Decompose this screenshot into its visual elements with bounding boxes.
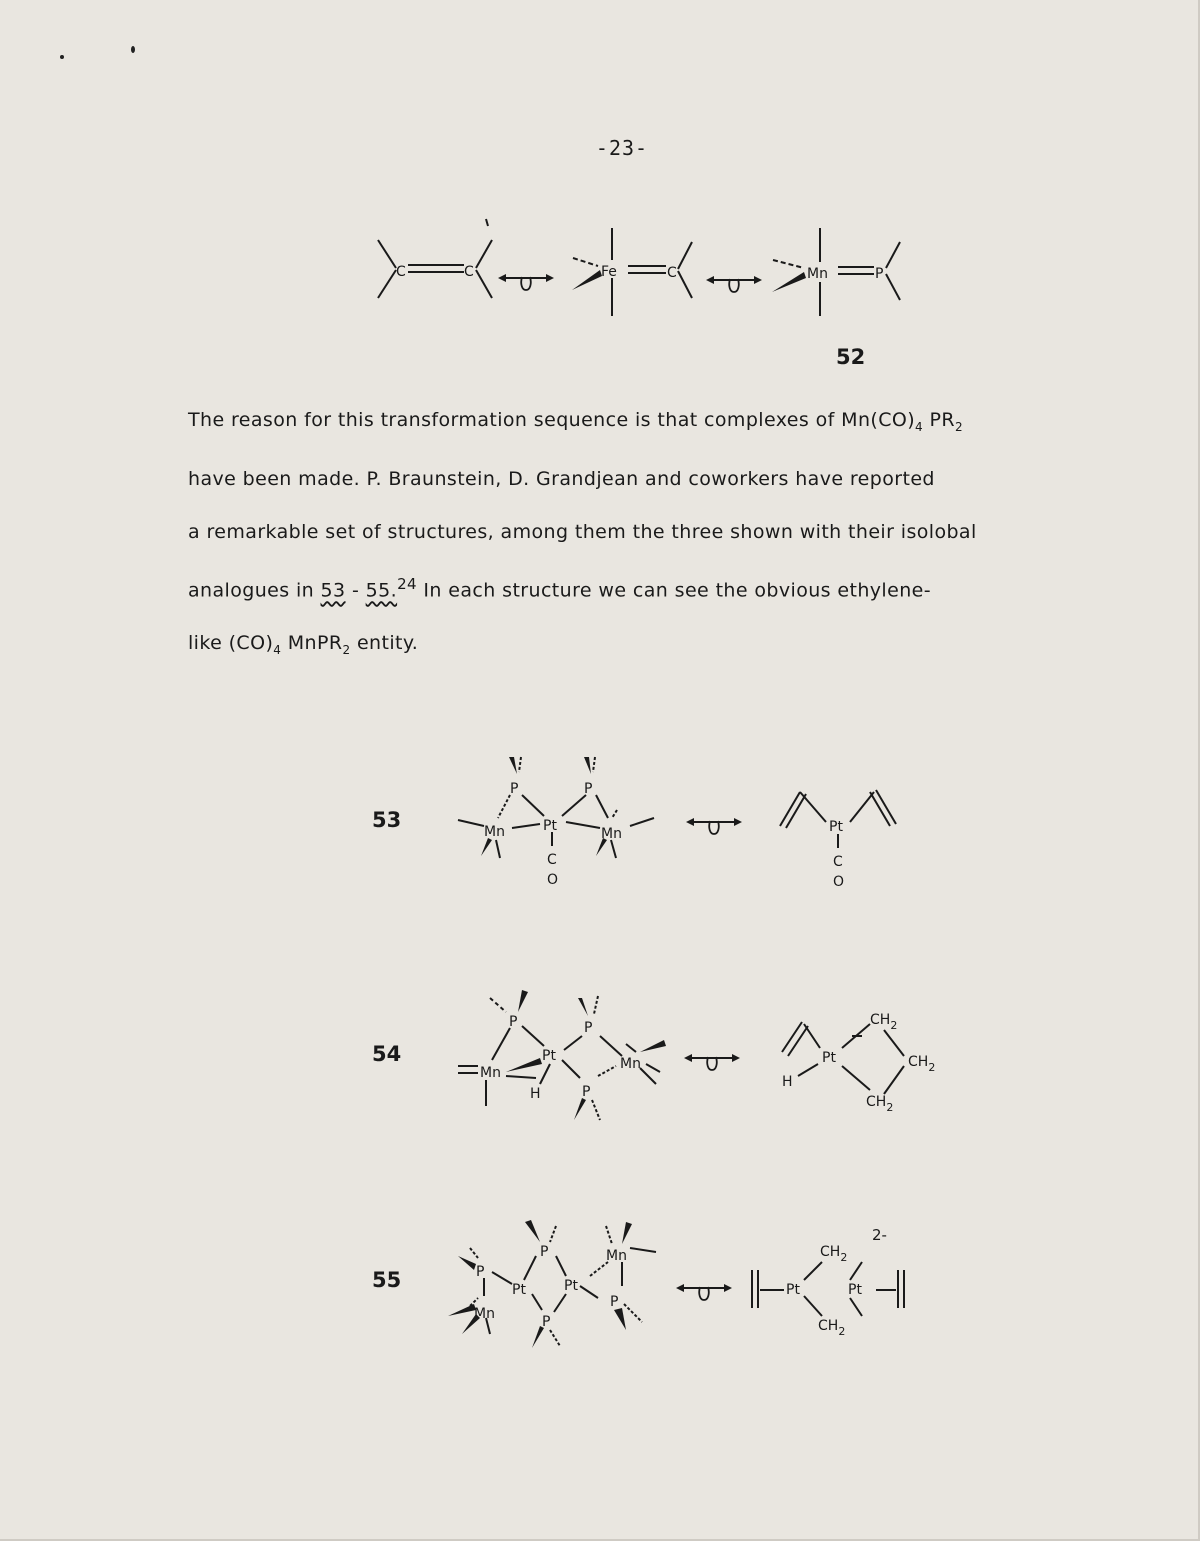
paragraph-line: like $(CO)_4$ MnPR$_2$ entity. <box>188 632 419 657</box>
atom-ch2: $CH_2$ <box>820 1244 848 1264</box>
compound-label-52: 52 <box>836 345 866 369</box>
structure-55-analogue <box>752 1262 904 1316</box>
atom-h: H <box>530 1086 541 1102</box>
atom-pt: Pt <box>848 1282 862 1298</box>
atom-mn: Mn <box>601 826 622 842</box>
atom-ch2: $CH_2$ <box>866 1094 894 1114</box>
atom-p: P <box>582 1084 591 1100</box>
atom-p: P <box>510 781 519 797</box>
atom-p: P <box>476 1264 485 1280</box>
atom-p: P <box>875 266 884 282</box>
atom-p: P <box>542 1314 551 1330</box>
atom-c: C <box>547 852 557 868</box>
citation-superscript: 24 <box>397 575 417 594</box>
atom-pt: Pt <box>512 1282 526 1298</box>
compound-label-54: 54 <box>372 1042 402 1066</box>
atom-c: C <box>667 265 677 281</box>
charge-label: 2- <box>872 1226 887 1244</box>
atom-mn: Mn <box>606 1248 627 1264</box>
atom-ch2: $CH_2$ <box>818 1318 846 1338</box>
atom-pt: Pt <box>564 1278 578 1294</box>
atom-ch2: $CH_2$ <box>870 1012 898 1032</box>
atom-pt: Pt <box>542 1048 556 1064</box>
isolobal-arrow <box>686 818 742 834</box>
atom-mn: Mn <box>484 824 505 840</box>
structure-54-analogue <box>782 1022 904 1094</box>
atom-c: C <box>464 264 474 280</box>
isolobal-arrow <box>684 1054 740 1070</box>
atom-pt: Pt <box>786 1282 800 1298</box>
atom-p: P <box>610 1294 619 1310</box>
isolobal-arrow <box>676 1284 732 1300</box>
atom-pt: Pt <box>829 819 843 835</box>
page-number: -23- <box>595 136 649 160</box>
atom-pt: Pt <box>822 1050 836 1066</box>
atom-mn: Mn <box>474 1306 495 1322</box>
compound-reference: 53 <box>320 579 346 602</box>
atom-c: C <box>396 264 406 280</box>
atom-o: O <box>547 872 559 888</box>
atom-mn: Mn <box>480 1065 501 1081</box>
structure-55-complex <box>448 1220 656 1348</box>
structure-54-complex <box>458 990 666 1120</box>
isolobal-arrow <box>498 274 554 290</box>
atom-p: P <box>584 1020 593 1036</box>
atom-p: P <box>540 1244 549 1260</box>
paragraph-line: a remarkable set of structures, among them the three shown with their isolobal <box>188 520 977 543</box>
atom-p: P <box>584 781 593 797</box>
atom-mn: Mn <box>807 266 828 282</box>
structure-53-complex <box>458 757 654 858</box>
compound-label-55: 55 <box>372 1268 402 1292</box>
paragraph-line: have been made. P. Braunstein, D. Grandjean and coworkers have reported <box>188 468 935 491</box>
atom-o: O <box>833 874 845 890</box>
compound-label-53: 53 <box>372 808 402 832</box>
paragraph-line: The reason for this transformation sequence is that complexes of $Mn(CO)_4$ $PR_2$ <box>188 409 964 434</box>
atom-fe: Fe <box>601 264 617 280</box>
body-paragraph <box>188 394 1128 676</box>
atom-c: C <box>833 854 843 870</box>
atom-p: P <box>509 1014 518 1030</box>
atom-h: H <box>782 1074 793 1090</box>
paragraph-line: analogues in 53 - 55.24 In each structure we can see the obvious ethylene- <box>188 575 931 602</box>
compound-reference: 55. <box>365 579 398 602</box>
isolobal-arrow <box>706 276 762 292</box>
atom-ch2: $CH_2$ <box>908 1054 936 1074</box>
atom-mn: Mn <box>620 1056 641 1072</box>
atom-pt: Pt <box>543 818 557 834</box>
